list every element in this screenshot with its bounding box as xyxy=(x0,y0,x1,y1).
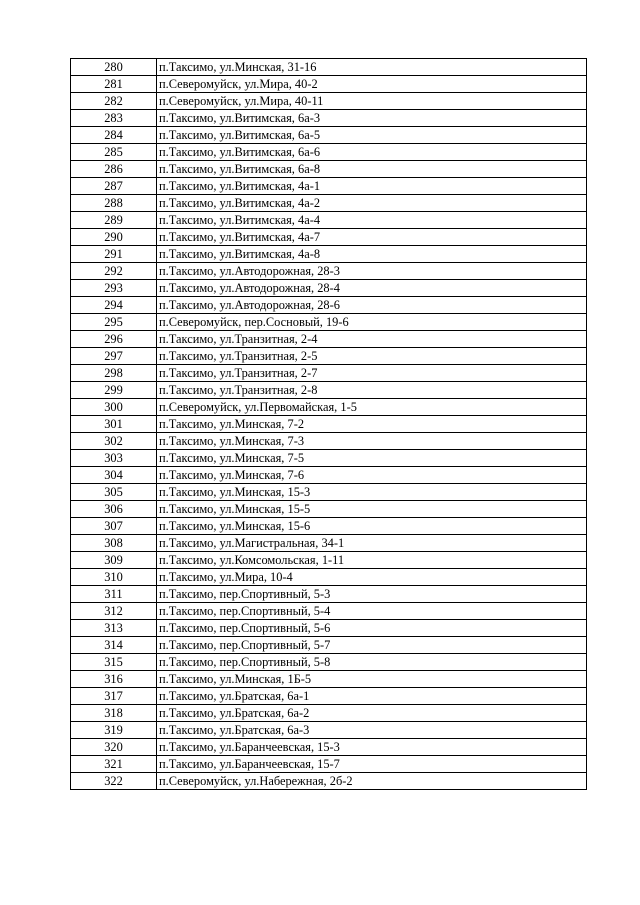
address-cell: п.Таксимо, ул.Братская, 6а-3 xyxy=(157,722,587,739)
address-cell: п.Таксимо, ул.Магистральная, 34-1 xyxy=(157,535,587,552)
address-cell: п.Северомуйск, ул.Первомайская, 1-5 xyxy=(157,399,587,416)
table-row xyxy=(71,552,587,569)
address-cell: п.Таксимо, ул.Братская, 6а-2 xyxy=(157,705,587,722)
table-row xyxy=(71,161,587,178)
table-row xyxy=(71,110,587,127)
table-row xyxy=(71,178,587,195)
address-cell: п.Таксимо, ул.Мира, 10-4 xyxy=(157,569,587,586)
address-cell: п.Таксимо, пер.Спортивный, 5-6 xyxy=(157,620,587,637)
row-number-cell: 296 xyxy=(71,331,157,348)
address-cell: п.Таксимо, ул.Баранчеевская, 15-7 xyxy=(157,756,587,773)
address-cell: п.Северомуйск, ул.Набережная, 2б-2 xyxy=(157,773,587,790)
table-row xyxy=(71,518,587,535)
table-row xyxy=(71,229,587,246)
table-row xyxy=(71,603,587,620)
table-row xyxy=(71,365,587,382)
address-cell: п.Таксимо, ул.Минская, 1Б-5 xyxy=(157,671,587,688)
row-number-cell: 316 xyxy=(71,671,157,688)
address-cell: п.Таксимо, ул.Минская, 7-2 xyxy=(157,416,587,433)
row-number-cell: 282 xyxy=(71,93,157,110)
address-cell: п.Таксимо, ул.Витимская, 6а-6 xyxy=(157,144,587,161)
table-row xyxy=(71,773,587,790)
address-cell: п.Таксимо, ул.Витимская, 4а-4 xyxy=(157,212,587,229)
table-row xyxy=(71,620,587,637)
table-row xyxy=(71,348,587,365)
row-number-cell: 284 xyxy=(71,127,157,144)
table-row xyxy=(71,59,587,76)
row-number-cell: 297 xyxy=(71,348,157,365)
table-row xyxy=(71,263,587,280)
row-number-cell: 304 xyxy=(71,467,157,484)
row-number-cell: 310 xyxy=(71,569,157,586)
table-row xyxy=(71,637,587,654)
row-number-cell: 290 xyxy=(71,229,157,246)
table-row xyxy=(71,93,587,110)
address-cell: п.Таксимо, ул.Минская, 15-6 xyxy=(157,518,587,535)
table-row xyxy=(71,586,587,603)
row-number-cell: 320 xyxy=(71,739,157,756)
address-table xyxy=(70,58,587,790)
address-cell: п.Таксимо, ул.Витимская, 4а-7 xyxy=(157,229,587,246)
row-number-cell: 298 xyxy=(71,365,157,382)
row-number-cell: 288 xyxy=(71,195,157,212)
row-number-cell: 311 xyxy=(71,586,157,603)
row-number-cell: 301 xyxy=(71,416,157,433)
table-row xyxy=(71,484,587,501)
address-cell: п.Таксимо, ул.Братская, 6а-1 xyxy=(157,688,587,705)
table-row xyxy=(71,195,587,212)
table-row xyxy=(71,280,587,297)
address-cell: п.Таксимо, ул.Баранчеевская, 15-3 xyxy=(157,739,587,756)
table-row xyxy=(71,399,587,416)
table-row xyxy=(71,212,587,229)
table-row xyxy=(71,314,587,331)
table-row xyxy=(71,144,587,161)
address-cell: п.Северомуйск, пер.Сосновый, 19-6 xyxy=(157,314,587,331)
row-number-cell: 312 xyxy=(71,603,157,620)
address-cell: п.Таксимо, пер.Спортивный, 5-4 xyxy=(157,603,587,620)
table-row xyxy=(71,756,587,773)
address-cell: п.Таксимо, ул.Комсомольская, 1-11 xyxy=(157,552,587,569)
table-row xyxy=(71,76,587,93)
address-cell: п.Таксимо, ул.Минская, 15-5 xyxy=(157,501,587,518)
row-number-cell: 295 xyxy=(71,314,157,331)
row-number-cell: 299 xyxy=(71,382,157,399)
row-number-cell: 322 xyxy=(71,773,157,790)
row-number-cell: 293 xyxy=(71,280,157,297)
row-number-cell: 313 xyxy=(71,620,157,637)
table-row xyxy=(71,688,587,705)
address-cell: п.Таксимо, ул.Витимская, 4а-1 xyxy=(157,178,587,195)
address-cell: п.Таксимо, ул.Минская, 7-5 xyxy=(157,450,587,467)
table-row xyxy=(71,705,587,722)
table-row xyxy=(71,297,587,314)
table-row xyxy=(71,246,587,263)
row-number-cell: 305 xyxy=(71,484,157,501)
table-row xyxy=(71,722,587,739)
address-cell: п.Таксимо, пер.Спортивный, 5-3 xyxy=(157,586,587,603)
row-number-cell: 291 xyxy=(71,246,157,263)
address-cell: п.Таксимо, пер.Спортивный, 5-7 xyxy=(157,637,587,654)
row-number-cell: 289 xyxy=(71,212,157,229)
row-number-cell: 294 xyxy=(71,297,157,314)
table-row xyxy=(71,331,587,348)
table-row xyxy=(71,450,587,467)
table-row xyxy=(71,416,587,433)
table-row xyxy=(71,654,587,671)
row-number-cell: 306 xyxy=(71,501,157,518)
row-number-cell: 317 xyxy=(71,688,157,705)
address-cell: п.Таксимо, ул.Транзитная, 2-8 xyxy=(157,382,587,399)
row-number-cell: 314 xyxy=(71,637,157,654)
row-number-cell: 309 xyxy=(71,552,157,569)
address-cell: п.Таксимо, ул.Минская, 7-6 xyxy=(157,467,587,484)
table-row xyxy=(71,535,587,552)
address-cell: п.Таксимо, ул.Автодорожная, 28-4 xyxy=(157,280,587,297)
row-number-cell: 302 xyxy=(71,433,157,450)
address-cell: п.Таксимо, ул.Витимская, 6а-3 xyxy=(157,110,587,127)
address-cell: п.Таксимо, ул.Минская, 7-3 xyxy=(157,433,587,450)
address-cell: п.Таксимо, ул.Автодорожная, 28-3 xyxy=(157,263,587,280)
address-cell: п.Таксимо, ул.Минская, 15-3 xyxy=(157,484,587,501)
address-cell: п.Таксимо, ул.Транзитная, 2-7 xyxy=(157,365,587,382)
table-row xyxy=(71,467,587,484)
row-number-cell: 283 xyxy=(71,110,157,127)
row-number-cell: 287 xyxy=(71,178,157,195)
row-number-cell: 303 xyxy=(71,450,157,467)
address-cell: п.Таксимо, ул.Витимская, 4а-8 xyxy=(157,246,587,263)
table-row xyxy=(71,739,587,756)
row-number-cell: 319 xyxy=(71,722,157,739)
table-row xyxy=(71,671,587,688)
row-number-cell: 321 xyxy=(71,756,157,773)
table-row xyxy=(71,433,587,450)
row-number-cell: 292 xyxy=(71,263,157,280)
address-cell: п.Таксимо, ул.Витимская, 6а-8 xyxy=(157,161,587,178)
row-number-cell: 286 xyxy=(71,161,157,178)
table-row xyxy=(71,127,587,144)
address-cell: п.Таксимо, ул.Автодорожная, 28-6 xyxy=(157,297,587,314)
row-number-cell: 308 xyxy=(71,535,157,552)
address-cell: п.Таксимо, ул.Транзитная, 2-4 xyxy=(157,331,587,348)
row-number-cell: 318 xyxy=(71,705,157,722)
address-cell: п.Таксимо, ул.Минская, 31-16 xyxy=(157,59,587,76)
address-cell: п.Таксимо, ул.Витимская, 6а-5 xyxy=(157,127,587,144)
address-cell: п.Таксимо, пер.Спортивный, 5-8 xyxy=(157,654,587,671)
row-number-cell: 300 xyxy=(71,399,157,416)
address-cell: п.Северомуйск, ул.Мира, 40-11 xyxy=(157,93,587,110)
address-table-body xyxy=(71,59,587,790)
table-row xyxy=(71,382,587,399)
row-number-cell: 280 xyxy=(71,59,157,76)
address-cell: п.Таксимо, ул.Транзитная, 2-5 xyxy=(157,348,587,365)
row-number-cell: 281 xyxy=(71,76,157,93)
row-number-cell: 315 xyxy=(71,654,157,671)
address-cell: п.Северомуйск, ул.Мира, 40-2 xyxy=(157,76,587,93)
row-number-cell: 285 xyxy=(71,144,157,161)
address-cell: п.Таксимо, ул.Витимская, 4а-2 xyxy=(157,195,587,212)
row-number-cell: 307 xyxy=(71,518,157,535)
table-row xyxy=(71,501,587,518)
table-row xyxy=(71,569,587,586)
